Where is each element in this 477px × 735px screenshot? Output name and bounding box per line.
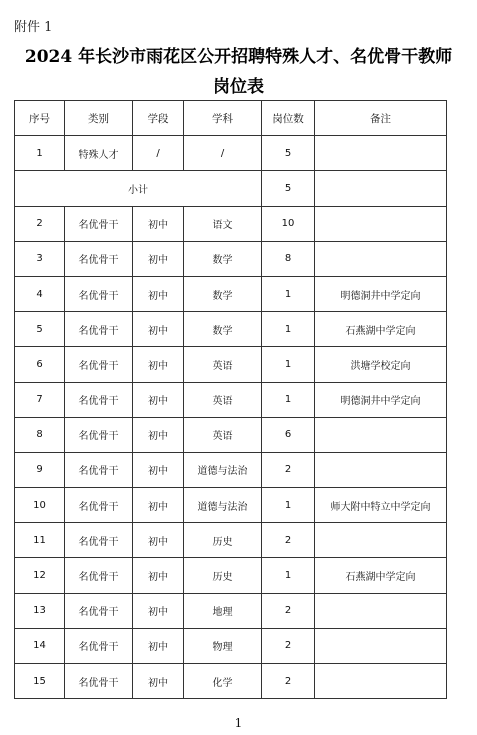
cell-note — [315, 136, 447, 171]
cell-count: 1 — [262, 276, 315, 311]
table-row — [15, 241, 447, 276]
cell-subject: / — [184, 136, 262, 171]
cell-note: 洪塘学校定向 — [315, 347, 447, 382]
cell-note: 明德洞井中学定向 — [315, 382, 447, 417]
table-row — [15, 664, 447, 699]
page-number: 1 — [234, 716, 243, 730]
cell-no: 10 — [15, 488, 65, 523]
positions-table — [14, 100, 447, 699]
header-note: 备注 — [315, 101, 447, 136]
table-row — [15, 276, 447, 311]
cell-count: 2 — [262, 664, 315, 699]
header-stage: 学段 — [133, 101, 184, 136]
table-row — [15, 136, 447, 171]
cell-stage: 初中 — [133, 241, 184, 276]
cell-stage: 初中 — [133, 628, 184, 663]
header-category: 类别 — [65, 101, 133, 136]
subtotal-label: 小计 — [15, 171, 262, 206]
cell-note — [315, 593, 447, 628]
document-title: 2024 年长沙市雨花区公开招聘特殊人才、名优骨干教师 — [24, 47, 453, 67]
cell-subject: 地理 — [184, 593, 262, 628]
cell-stage: 初中 — [133, 593, 184, 628]
cell-category: 名优骨干 — [65, 206, 133, 241]
cell-count: 2 — [262, 523, 315, 558]
table-row — [15, 452, 447, 487]
table-row — [15, 206, 447, 241]
cell-category: 名优骨干 — [65, 523, 133, 558]
cell-no: 6 — [15, 347, 65, 382]
cell-note — [315, 664, 447, 699]
table-row — [15, 523, 447, 558]
table-row — [15, 488, 447, 523]
cell-note — [315, 206, 447, 241]
cell-subject: 道德与法治 — [184, 488, 262, 523]
cell-note: 明德洞井中学定向 — [315, 276, 447, 311]
cell-count: 8 — [262, 241, 315, 276]
cell-count: 5 — [262, 136, 315, 171]
cell-count: 2 — [262, 628, 315, 663]
cell-no: 8 — [15, 417, 65, 452]
subtotal-note — [315, 171, 447, 206]
table-row — [15, 417, 447, 452]
cell-count: 2 — [262, 452, 315, 487]
cell-note: 石燕湖中学定向 — [315, 312, 447, 347]
cell-subject: 数学 — [184, 241, 262, 276]
cell-subject: 物理 — [184, 628, 262, 663]
cell-note: 师大附中特立中学定向 — [315, 488, 447, 523]
table-row — [15, 558, 447, 593]
cell-stage: 初中 — [133, 488, 184, 523]
cell-no: 14 — [15, 628, 65, 663]
cell-subject: 英语 — [184, 347, 262, 382]
header-count: 岗位数 — [262, 101, 315, 136]
cell-subject: 数学 — [184, 312, 262, 347]
table-row — [15, 347, 447, 382]
cell-category: 名优骨干 — [65, 664, 133, 699]
cell-category: 名优骨干 — [65, 452, 133, 487]
cell-subject: 数学 — [184, 276, 262, 311]
cell-subject: 历史 — [184, 558, 262, 593]
cell-count: 1 — [262, 347, 315, 382]
cell-count: 6 — [262, 417, 315, 452]
cell-stage: 初中 — [133, 382, 184, 417]
cell-no: 9 — [15, 452, 65, 487]
cell-category: 名优骨干 — [65, 593, 133, 628]
cell-stage: 初中 — [133, 523, 184, 558]
cell-no: 13 — [15, 593, 65, 628]
cell-note — [315, 452, 447, 487]
cell-stage: / — [133, 136, 184, 171]
cell-note — [315, 523, 447, 558]
cell-stage: 初中 — [133, 312, 184, 347]
cell-subject: 历史 — [184, 523, 262, 558]
cell-category: 名优骨干 — [65, 276, 133, 311]
cell-category: 名优骨干 — [65, 628, 133, 663]
cell-no: 1 — [15, 136, 65, 171]
cell-category: 名优骨干 — [65, 558, 133, 593]
cell-no: 11 — [15, 523, 65, 558]
cell-subject: 化学 — [184, 664, 262, 699]
cell-count: 1 — [262, 488, 315, 523]
subtotal-row — [15, 171, 447, 206]
cell-stage: 初中 — [133, 276, 184, 311]
cell-subject: 英语 — [184, 417, 262, 452]
cell-no: 2 — [15, 206, 65, 241]
cell-no: 5 — [15, 312, 65, 347]
cell-stage: 初中 — [133, 206, 184, 241]
cell-category: 名优骨干 — [65, 347, 133, 382]
cell-note — [315, 241, 447, 276]
cell-no: 3 — [15, 241, 65, 276]
document-subtitle: 岗位表 — [213, 77, 264, 97]
table-row — [15, 628, 447, 663]
cell-no: 15 — [15, 664, 65, 699]
cell-stage: 初中 — [133, 452, 184, 487]
cell-count: 1 — [262, 382, 315, 417]
cell-count: 1 — [262, 558, 315, 593]
table-header-row — [15, 101, 447, 136]
cell-stage: 初中 — [133, 664, 184, 699]
cell-no: 4 — [15, 276, 65, 311]
cell-note — [315, 628, 447, 663]
cell-subject: 英语 — [184, 382, 262, 417]
cell-count: 10 — [262, 206, 315, 241]
header-no: 序号 — [15, 101, 65, 136]
cell-subject: 道德与法治 — [184, 452, 262, 487]
table-row — [15, 312, 447, 347]
cell-category: 特殊人才 — [65, 136, 133, 171]
cell-no: 12 — [15, 558, 65, 593]
cell-note — [315, 417, 447, 452]
cell-category: 名优骨干 — [65, 382, 133, 417]
cell-category: 名优骨干 — [65, 312, 133, 347]
cell-stage: 初中 — [133, 347, 184, 382]
cell-category: 名优骨干 — [65, 488, 133, 523]
attachment-label: 附件 1 — [14, 20, 53, 35]
table-row — [15, 593, 447, 628]
cell-subject: 语文 — [184, 206, 262, 241]
cell-no: 7 — [15, 382, 65, 417]
cell-category: 名优骨干 — [65, 241, 133, 276]
cell-stage: 初中 — [133, 417, 184, 452]
cell-note: 石燕湖中学定向 — [315, 558, 447, 593]
cell-category: 名优骨干 — [65, 417, 133, 452]
table-row — [15, 382, 447, 417]
cell-stage: 初中 — [133, 558, 184, 593]
cell-count: 2 — [262, 593, 315, 628]
subtotal-count: 5 — [262, 171, 315, 206]
header-subject: 学科 — [184, 101, 262, 136]
cell-count: 1 — [262, 312, 315, 347]
